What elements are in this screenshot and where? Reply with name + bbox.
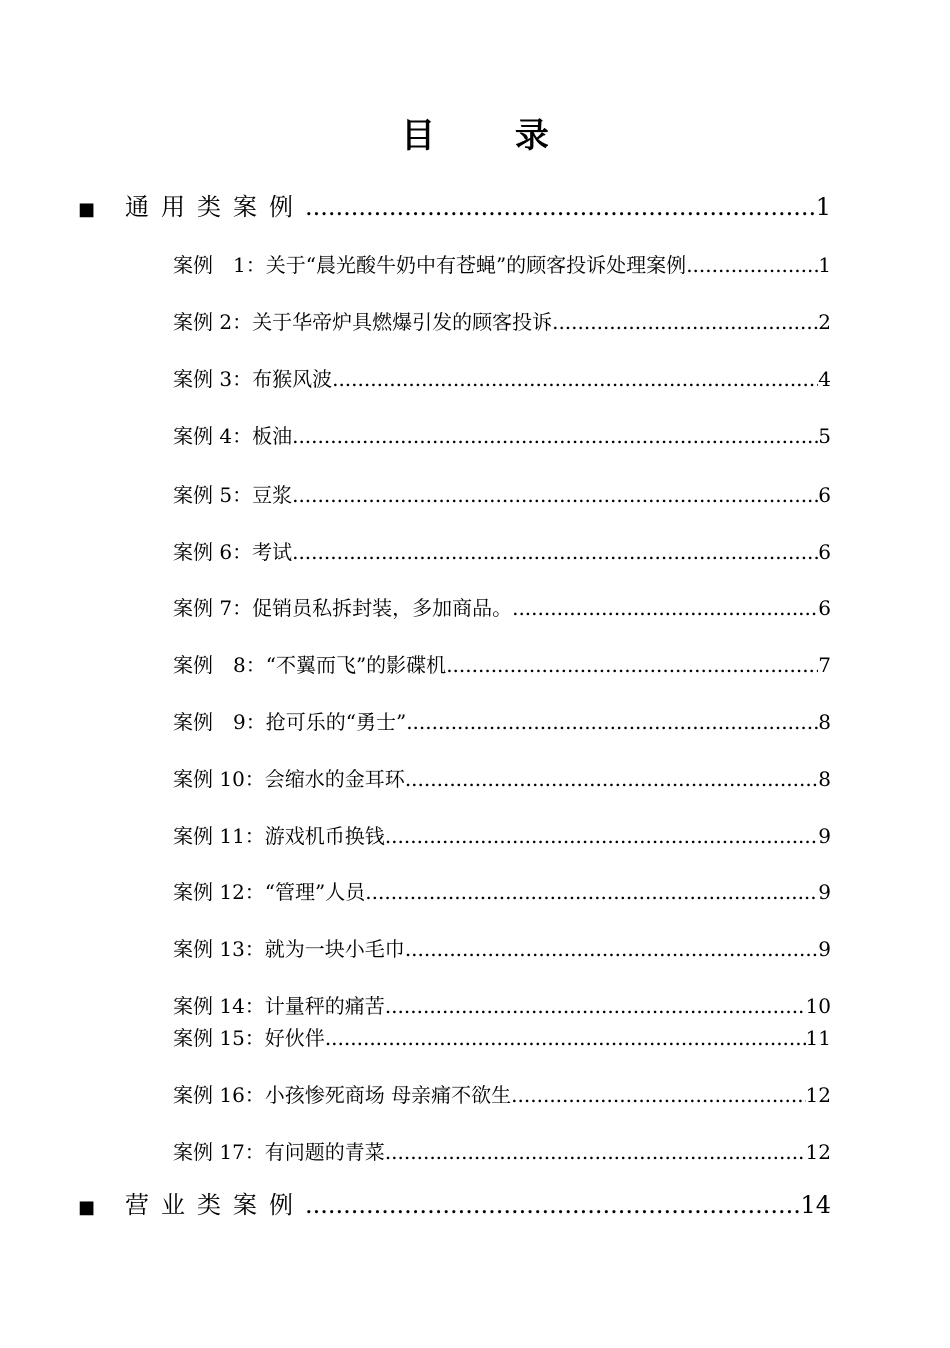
toc-entry[interactable] [173, 306, 831, 335]
toc-entry[interactable] [173, 763, 831, 792]
toc-entry[interactable] [173, 820, 831, 849]
dot-leader [385, 824, 818, 848]
toc-section-label: 通用类案例 [125, 193, 305, 221]
toc-entry[interactable] [173, 536, 831, 565]
toc-page-number: 9 [818, 937, 831, 961]
toc-page-number: 6 [818, 540, 831, 564]
toc-entry-label: 案例 11：游戏机币换钱 [173, 824, 385, 848]
toc-page-number: 12 [805, 1140, 831, 1164]
toc-entry-label: 案例 1：关于“晨光酸牛奶中有苍蝇”的顾客投诉处理案例 [173, 253, 687, 277]
toc-entry-label: 案例 7：促销员私拆封装，多加商品。 [173, 596, 513, 620]
toc-entry-label: 案例 6：考试 [173, 540, 293, 564]
dot-leader [511, 1083, 805, 1107]
dot-leader [292, 424, 818, 448]
toc-entry-label: 案例 13：就为一块小毛巾 [173, 937, 405, 961]
dot-leader [512, 596, 818, 620]
toc-entry[interactable] [173, 990, 831, 1019]
toc-page-number: 1 [815, 193, 831, 221]
dot-leader [405, 767, 818, 791]
toc-page-number: 6 [818, 596, 831, 620]
toc-page-number: 8 [818, 767, 831, 791]
toc-entry-label: 案例 3：布猴风波 [173, 367, 333, 391]
toc-page-number: 2 [818, 310, 831, 334]
dot-leader [292, 540, 818, 564]
toc-entry[interactable] [173, 420, 831, 449]
toc-entry-label: 案例 10：会缩水的金耳环 [173, 767, 405, 791]
toc-page-number: 9 [818, 824, 831, 848]
toc-page-number: 10 [805, 994, 831, 1018]
toc-entry-label: 案例 16：小孩惨死商场 母亲痛不欲生 [173, 1083, 512, 1107]
toc-page-number: 4 [818, 367, 831, 391]
toc-entry-label: 案例 15：好伙伴 [173, 1026, 325, 1050]
toc-page-number: 8 [818, 710, 831, 734]
toc-entry[interactable] [173, 1079, 831, 1108]
toc-page-number: 12 [805, 1083, 831, 1107]
toc-page-number: 1 [818, 253, 831, 277]
toc-entry-label: 案例 5：豆浆 [173, 483, 293, 507]
toc-entry[interactable] [173, 1022, 831, 1051]
toc-entry-label: 案例 8：“不翼而飞”的影碟机 [173, 653, 447, 677]
toc-entry-label: 案例 2：关于华帝炉具燃爆引发的顾客投诉 [173, 310, 553, 334]
dot-leader [292, 483, 818, 507]
toc-page-number: 11 [805, 1026, 831, 1050]
toc-entry[interactable] [173, 876, 831, 905]
square-bullet-icon: ■ [78, 199, 96, 220]
dot-leader [686, 253, 818, 277]
toc-section-label: 营业类案例 [125, 1191, 305, 1219]
toc-entry-label: 案例 4：板油 [173, 424, 293, 448]
dot-leader [406, 710, 818, 734]
toc-page-number: 9 [818, 880, 831, 904]
toc-page-number: 6 [818, 483, 831, 507]
toc-entry[interactable] [173, 479, 831, 508]
toc-entry-label: 案例 12：“管理”人员 [173, 880, 366, 904]
dot-leader [305, 1191, 800, 1219]
toc-entry[interactable] [173, 249, 831, 278]
dot-leader [552, 310, 818, 334]
toc-entry[interactable] [173, 649, 831, 678]
toc-entry[interactable] [173, 706, 831, 735]
toc-entry-label: 案例 17：有问题的青菜 [173, 1140, 385, 1164]
dot-leader [405, 937, 818, 961]
toc-entry[interactable] [173, 592, 831, 621]
toc-section[interactable] [78, 187, 831, 222]
toc-title: 目 录 [401, 116, 583, 156]
toc-page-number: 7 [818, 653, 831, 677]
dot-leader [385, 994, 806, 1018]
toc-entry-label: 案例 9：抢可乐的“勇士” [173, 710, 407, 734]
dot-leader [446, 653, 818, 677]
dot-leader [332, 367, 818, 391]
dot-leader [305, 193, 816, 221]
square-bullet-icon: ■ [78, 1197, 96, 1218]
dot-leader [385, 1140, 806, 1164]
dot-leader [365, 880, 818, 904]
toc-page-number: 5 [818, 424, 831, 448]
toc-section[interactable] [78, 1185, 831, 1220]
toc-entry-label: 案例 14：计量秤的痛苦 [173, 994, 385, 1018]
toc-entry[interactable] [173, 363, 831, 392]
toc-page-number: 14 [800, 1191, 831, 1219]
toc-entry[interactable] [173, 1136, 831, 1165]
dot-leader [325, 1026, 806, 1050]
toc-entry[interactable] [173, 933, 831, 962]
